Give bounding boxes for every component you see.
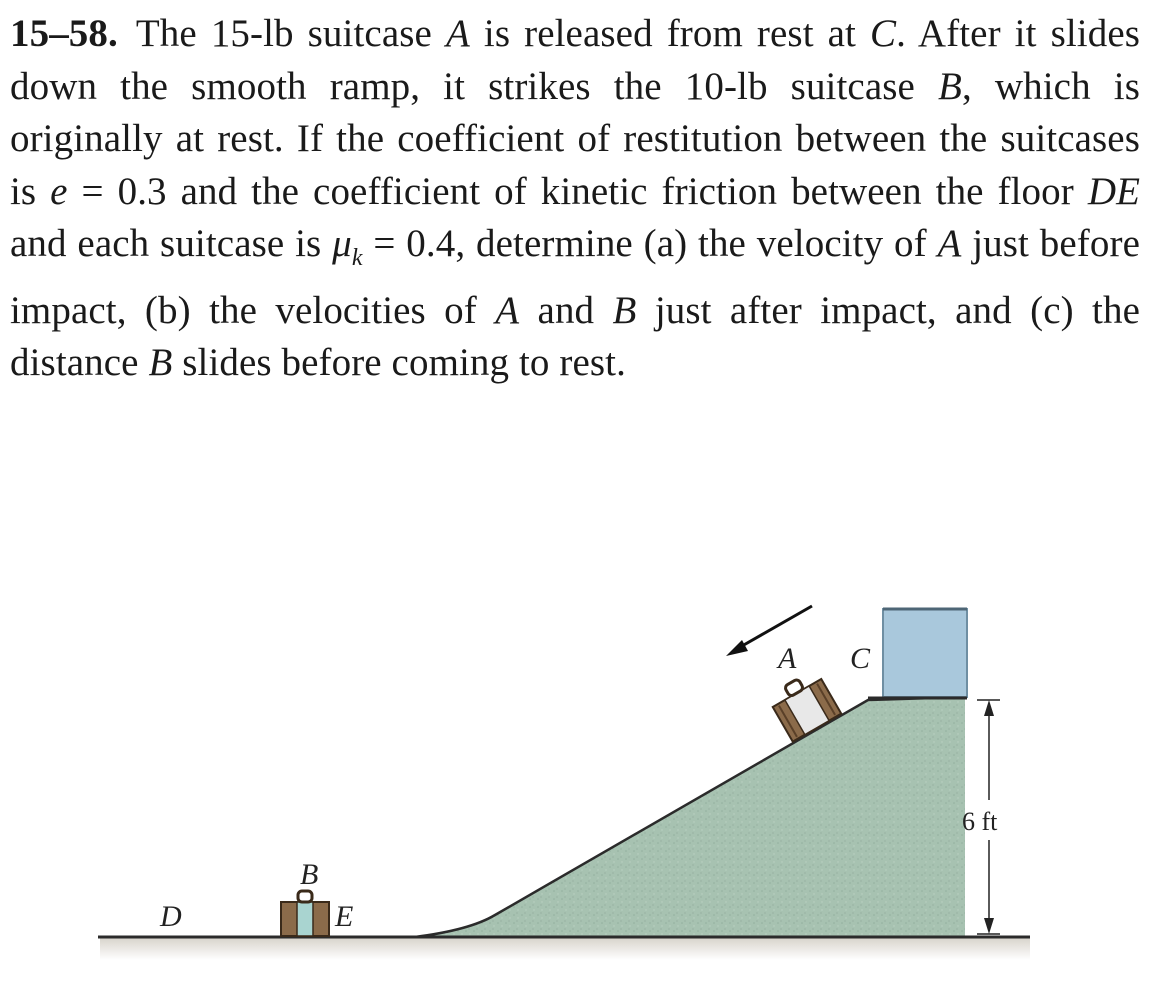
motion-arrow xyxy=(726,606,812,656)
symbol-e: e xyxy=(50,169,68,213)
ramp-figure xyxy=(0,560,1161,997)
top-block xyxy=(883,609,967,697)
label-D: D xyxy=(160,900,182,933)
suitcase-B xyxy=(281,891,329,936)
symbol-DE: DE xyxy=(1087,169,1140,213)
label-A: A xyxy=(778,642,797,675)
label-C: C xyxy=(850,642,871,675)
text-segment: , which is originally at rest. If the coefficient of restitution between the suitcases is xyxy=(10,64,1140,213)
symbol-B: B xyxy=(148,341,173,385)
problem-statement xyxy=(10,8,1140,390)
symbol-B: B xyxy=(938,64,962,108)
problem-number: 15–58. xyxy=(10,12,118,55)
text-segment: = 0.4, determine (a) the velocity of xyxy=(362,222,938,266)
symbol-A: A xyxy=(495,288,520,332)
text-segment: slides before coming to rest. xyxy=(172,341,626,385)
symbol-A: A xyxy=(937,222,962,266)
text-segment: . After it slides down the smooth ramp, it strikes the 10-lb suitcase xyxy=(10,12,1141,108)
text-segment: is released from rest at xyxy=(469,12,871,55)
text-segment: = 0.3 and the coefficient of kinetic friction between the floor xyxy=(67,169,1088,213)
text-segment: and xyxy=(519,288,613,332)
height-label: 6 ft xyxy=(962,807,998,836)
symbol-mu: μ xyxy=(332,222,352,266)
text-segment: The 15-lb suitcase xyxy=(135,12,446,55)
text-segment: just after impact, and (c) the distance xyxy=(10,288,1141,385)
text-segment: just before impact, (b) the velocities of xyxy=(10,222,1140,332)
label-B: B xyxy=(300,858,319,891)
text-segment: and each suitcase is xyxy=(10,222,333,266)
symbol-A: A xyxy=(445,12,470,55)
label-E: E xyxy=(335,900,354,933)
symbol-C: C xyxy=(870,12,897,55)
floor-shadow xyxy=(100,938,1030,960)
symbol-mu-subscript: k xyxy=(351,245,363,272)
ramp xyxy=(415,697,965,937)
symbol-B: B xyxy=(612,288,637,332)
